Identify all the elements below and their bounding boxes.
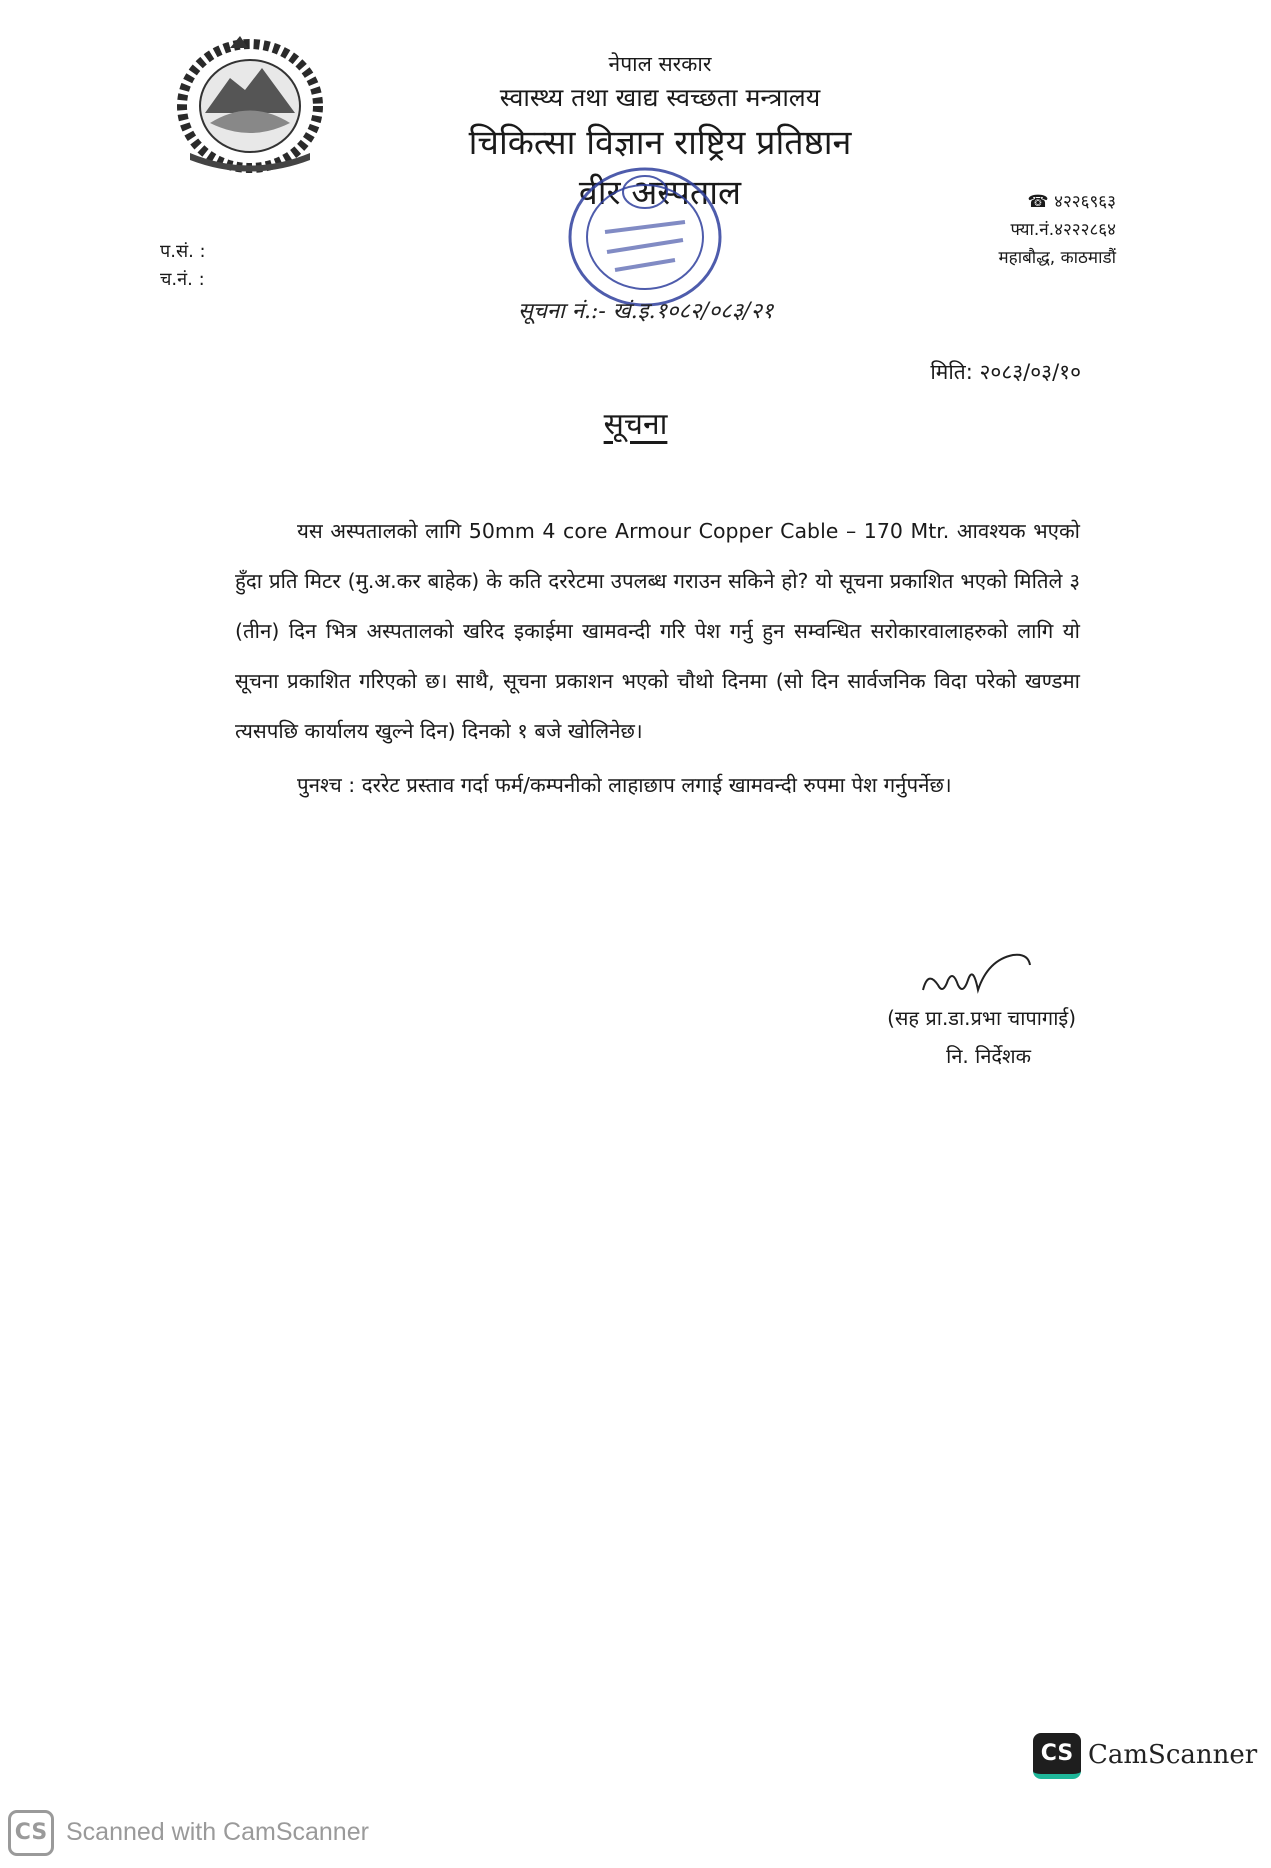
pa-sa-label: प.सं. :: [160, 241, 206, 262]
phone-number: ☎ ४२२६९६३: [1027, 192, 1116, 212]
contact-block: [999, 188, 1117, 272]
notice-reference-number: सूचना नं.:- खं.इ.१०८२/०८३/२१: [518, 299, 774, 324]
hospital-stamp-icon: [565, 162, 765, 312]
header-ministry: स्वास्थ्य तथा खाद्य स्वच्छता मन्त्रालय: [499, 83, 821, 112]
cha-na-label: च.नं. :: [160, 269, 205, 290]
signatory-name: (सह प्रा.डा.प्रभा चापागाई): [887, 1006, 1076, 1030]
camscanner-footer-icon: CS: [8, 1810, 54, 1856]
notice-body: [235, 506, 1080, 810]
header-hospital: वीर अस्पताल: [578, 173, 742, 213]
notice-title: सूचना: [603, 407, 668, 442]
header-government: नेपाल सरकार: [608, 52, 712, 76]
signatory-designation: नि. निर्देशक: [946, 1044, 1031, 1068]
camscanner-brand: CamScanner: [1088, 1740, 1258, 1770]
nepal-emblem-icon: [170, 28, 330, 178]
notice-paragraph: यस अस्पतालको लागि 50mm 4 core Armour Copper Cable – 170 Mtr. आवश्यक भएको हुँदा प्रति मिटर (मु.अ.कर बाहेक) के कति दररेटमा उपलब्ध गराउन सकिने हो? यो सूचना प्रकाशित भएको मितिले ३ (तीन) दिन भित्र अस्पतालको खरिद इकाईमा खामवन्दी गरि पेश गर्नु हुन सम्वन्धित सरोकारवालाहरुको लागि यो सूचना प्रकाशित गरिएको छ। साथै, सूचना प्रकाशन भएको चौथो दिनमा (सो दिन सार्वजनिक विदा परेको खण्डमा त्यसपछि कार्यालय खुल्ने दिन) दिनको १ बजे खोलिनेछ।: [235, 519, 1080, 743]
header-institute: चिकित्सा विज्ञान राष्ट्रिय प्रतिष्ठान: [468, 123, 852, 163]
notice-date: मिति: २०८३/०३/१०: [930, 360, 1081, 384]
letter-meta: [160, 238, 206, 294]
fax-number: फ्या.नं.४२२२८६४: [1010, 220, 1116, 240]
camscanner-footer-text: Scanned with CamScanner: [66, 1818, 369, 1846]
signature-icon: [918, 950, 1038, 1010]
notice-postscript: पुनश्च : दररेट प्रस्ताव गर्दा फर्म/कम्पनीको लाहाछाप लगाई खामवन्दी रुपमा पेश गर्नुपर्नेछ।: [297, 773, 952, 797]
address: महाबौद्ध, काठमाडौं: [998, 248, 1116, 268]
camscanner-logo-icon: CS: [1033, 1733, 1081, 1779]
